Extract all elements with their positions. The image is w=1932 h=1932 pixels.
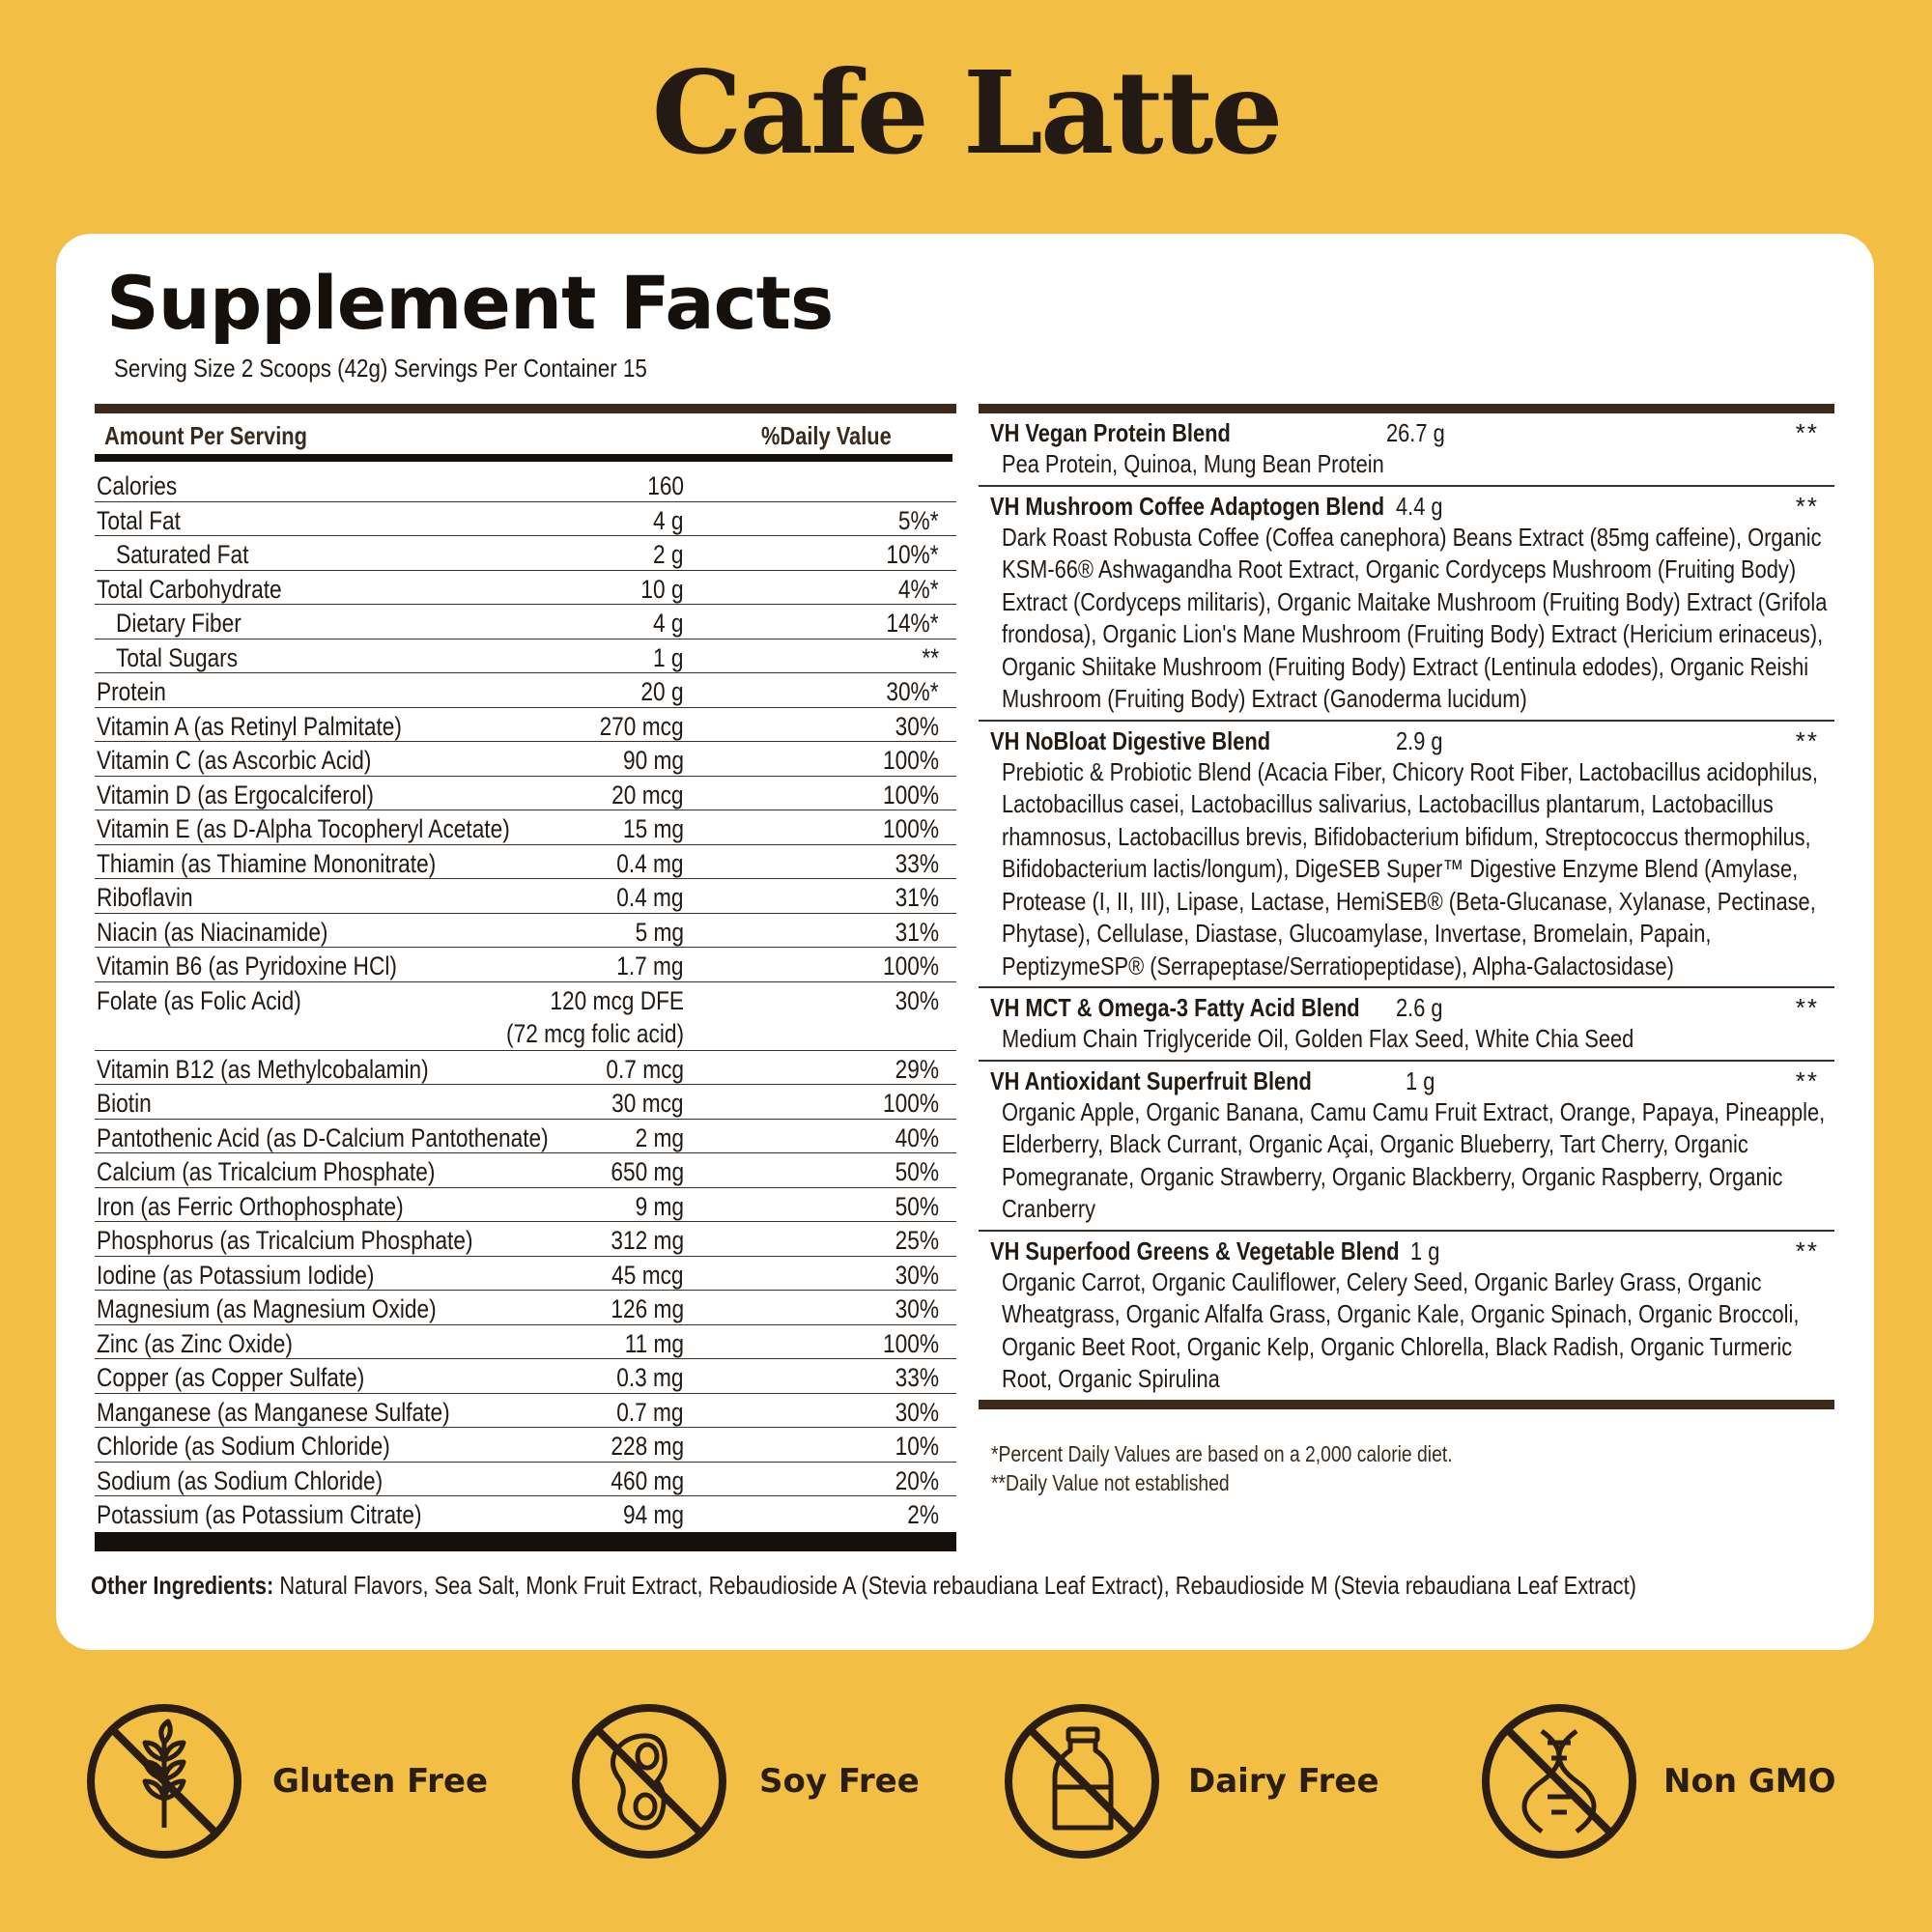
nutrient-row (95, 673, 956, 708)
nutrient-label: Calories (97, 471, 178, 500)
nutrient-daily-value: 40% (895, 1122, 939, 1152)
nutrient-label: Saturated Fat (116, 540, 249, 569)
blend-name: VH Antioxidant Superfruit Blend (990, 1065, 1312, 1095)
nutrient-row (95, 708, 956, 743)
blend-amount: 1 g (1406, 1065, 1435, 1095)
supplement-facts-panel (56, 234, 1874, 1650)
nutrient-amount: 20 mcg (611, 780, 684, 810)
nutrient-amount: 228 mg (611, 1432, 684, 1461)
nutrient-amount: 1.7 mg (616, 952, 684, 980)
blend-amount: 1 g (1410, 1236, 1440, 1265)
nutrient-row (95, 982, 956, 1051)
nutrient-amount: 1 g (653, 642, 684, 672)
badge-label: Gluten Free (272, 1762, 489, 1801)
nutrient-daily-value: 100% (882, 1089, 939, 1118)
serving-info: Serving Size 2 Scoops (42g) Servings Per Container 15 (114, 354, 647, 383)
nutrient-daily-value: 31% (895, 883, 939, 912)
nutrient-amount: 90 mg (622, 746, 684, 775)
nutrient-label: Calcium (as Tricalcium Phosphate) (97, 1157, 436, 1186)
nutrient-amount: 0.7 mg (616, 1397, 684, 1427)
nutrient-amount: 270 mcg (600, 711, 684, 741)
nutrient-amount: 10 g (640, 574, 684, 604)
blend-daily-value: ** (1795, 1065, 1819, 1095)
blend-ingredients: Dark Roast Robusta Coffee (Coffea canephora) Beans Extract (85mg caffeine), Organic KSM-66® Ashwagandha Root Extract, Organic Cordyceps Mushroom (Fruiting Body) Extract (Cordyceps militaris), Organic Maitake Mushroom (Fruiting Body) Extract (Grifola frondosa), Organic Lion's Mane Mushroom (Fruiting Body) Extract (Hericium erinaceus), Organic Shiitake Mushroom (Fruiting Body) Extract (Lentinula edodes), Organic Reishi Mushroom (Fruiting Body) Extract (Ganoderma lucidum) (1002, 522, 1828, 713)
nutrient-amount: 0.4 mg (616, 883, 684, 912)
nutrient-row (95, 742, 956, 777)
nutrient-daily-value: 30% (895, 985, 939, 1015)
nutrient-daily-value: ** (922, 642, 939, 672)
blend-ingredients: Pea Protein, Quinoa, Mung Bean Protein (1002, 449, 1384, 478)
amount-per-serving-header: Amount Per Serving (104, 421, 307, 450)
nutrient-amount: 11 mg (624, 1328, 684, 1358)
blend-daily-value: ** (1795, 1236, 1819, 1265)
blend-amount: 2.6 g (1396, 993, 1443, 1022)
badge-label: Non GMO (1663, 1762, 1836, 1801)
product-title: Cafe Latte (651, 45, 1281, 180)
blend-ingredients: Organic Carrot, Organic Cauliflower, Celery Seed, Organic Barley Grass, Organic Wheatgrass, Organic Alfalfa Grass, Organic Kale, Organic Spinach, Organic Broccoli, Organic Beet Root, Organic Kelp, Organic Chlorella, Black Radish, Organic Turmeric Root, Organic Spirulina (1002, 1266, 1800, 1393)
blend-row (979, 1232, 1834, 1400)
nutrient-amount: 312 mg (611, 1226, 684, 1255)
nutrient-amount: 2 mg (635, 1122, 684, 1152)
nutrient-amount: 30 mcg (611, 1089, 684, 1118)
blend-ingredients: Medium Chain Triglyceride Oil, Golden Flax Seed, White Chia Seed (1002, 1024, 1634, 1053)
nutrient-amount: 15 mg (622, 814, 684, 843)
nutrient-label: Copper (as Copper Sulfate) (97, 1363, 365, 1392)
other-ingredients-text: Natural Flavors, Sea Salt, Monk Fruit Extract, Rebaudioside A (Stevia rebaudiana Leaf Extract), Rebaudioside M (Stevia rebaudiana Leaf Extract) (279, 1571, 1636, 1600)
table-header-bar (95, 454, 952, 462)
nutrient-amount: 94 mg (622, 1500, 684, 1529)
nutrient-amount: 126 mg (611, 1294, 684, 1323)
nutrient-daily-value: 100% (882, 952, 939, 980)
blend-name: VH Superfood Greens & Vegetable Blend (990, 1236, 1400, 1265)
nutrient-daily-value: 29% (895, 1054, 939, 1084)
nutrient-row (95, 1428, 956, 1463)
nutrient-daily-value: 4%* (898, 574, 939, 604)
nutrient-label: Niacin (as Niacinamide) (97, 917, 328, 947)
footnote-daily-values: *Percent Daily Values are based on a 2,000 calorie diet. (991, 1441, 1453, 1466)
blend-row (979, 487, 1834, 722)
other-ingredients (91, 1569, 1931, 1602)
nutrient-daily-value: 30% (895, 711, 939, 741)
nutrient-amount: 4 g (653, 609, 684, 638)
blend-name: VH MCT & Omega-3 Fatty Acid Blend (990, 993, 1360, 1022)
nutrient-amount: 0.7 mcg (606, 1054, 684, 1084)
nutrient-daily-value: 5%* (898, 505, 939, 535)
nutrient-daily-value: 10% (895, 1432, 939, 1461)
nutrient-label: Protein (97, 677, 166, 706)
nutrient-label: Total Carbohydrate (97, 574, 282, 604)
nutrient-daily-value: 30% (895, 1260, 939, 1290)
nutrient-rows (95, 468, 956, 1530)
blend-amount: 4.4 g (1396, 491, 1443, 521)
blend-daily-value: ** (1795, 491, 1819, 521)
nutrient-daily-value: 10%* (886, 540, 939, 569)
nutrient-amount: 4 g (653, 505, 684, 535)
nutrient-amount: 120 mcg DFE (550, 985, 684, 1015)
nutrient-label: Vitamin A (as Retinyl Palmitate) (97, 711, 402, 741)
nutrient-label: Biotin (97, 1089, 152, 1118)
nutrient-label: Vitamin B12 (as Methylcobalamin) (97, 1054, 429, 1084)
blend-top-bar (979, 404, 1834, 413)
nutrient-row (95, 914, 956, 949)
nutrient-table (95, 404, 956, 1551)
nutrient-label: Chloride (as Sodium Chloride) (97, 1432, 390, 1461)
blend-name: VH Vegan Protein Blend (990, 418, 1231, 447)
nutrient-row (95, 1188, 956, 1223)
nutrient-label: Sodium (as Sodium Chloride) (97, 1465, 384, 1495)
nutrient-daily-value: 33% (895, 848, 939, 878)
nutrient-row (95, 1085, 956, 1120)
nutrient-label: Riboflavin (97, 883, 193, 912)
nutrient-label: Total Sugars (116, 642, 239, 672)
nutrient-row (95, 1359, 956, 1394)
nutrient-amount: 0.4 mg (616, 848, 684, 878)
nutrient-amount-detail: (72 mcg folic acid) (505, 1018, 684, 1048)
milk-bottle-icon (1001, 1700, 1163, 1862)
blend-amount: 2.9 g (1396, 725, 1443, 755)
nutrient-row (95, 777, 956, 811)
nutrient-amount: 2 g (653, 540, 684, 569)
blend-row (979, 722, 1834, 989)
blend-name: VH NoBloat Digestive Blend (990, 725, 1271, 755)
table-header (95, 413, 956, 454)
nutrient-daily-value: 30% (895, 1294, 939, 1323)
blend-table (979, 404, 1834, 1409)
nutrient-label: Iron (as Ferric Orthophosphate) (97, 1191, 404, 1221)
nutrient-label: Folate (as Folic Acid) (97, 985, 301, 1015)
blend-row (979, 1062, 1834, 1232)
nutrient-daily-value: 20% (895, 1465, 939, 1495)
nutrient-daily-value: 100% (882, 780, 939, 810)
nutrient-label: Vitamin D (as Ergocalciferol) (97, 780, 374, 810)
nutrient-row (95, 948, 956, 982)
soybean-icon (568, 1700, 730, 1862)
nutrient-row (95, 845, 956, 880)
blend-amount: 26.7 g (1386, 418, 1445, 447)
nutrient-amount: 650 mg (611, 1157, 684, 1186)
nutrient-amount: 20 g (640, 677, 684, 706)
nutrient-row (95, 1257, 956, 1292)
nutrient-row (95, 639, 956, 674)
panel-title: Supplement Facts (106, 260, 834, 346)
blend-row (979, 413, 1834, 487)
nutrient-daily-value: 30% (895, 1397, 939, 1427)
nutrient-label: Magnesium (as Magnesium Oxide) (97, 1294, 437, 1323)
nutrient-amount: 160 (647, 471, 684, 500)
nutrient-amount: 460 mg (611, 1465, 684, 1495)
nutrient-row (95, 879, 956, 914)
nutrient-label: Vitamin B6 (as Pyridoxine HCl) (97, 952, 397, 980)
nutrient-label: Manganese (as Manganese Sulfate) (97, 1397, 450, 1427)
nutrient-label: Thiamin (as Thiamine Mononitrate) (97, 848, 437, 878)
nutrient-daily-value: 30%* (886, 677, 939, 706)
nutrient-label: Pantothenic Acid (as D-Calcium Pantothenate) (97, 1122, 549, 1152)
nutrient-daily-value: 100% (882, 746, 939, 775)
nutrient-amount: 45 mcg (611, 1260, 684, 1290)
nutrient-row (95, 1394, 956, 1429)
nutrient-label: Zinc (as Zinc Oxide) (97, 1328, 293, 1358)
nutrient-label: Phosphorus (as Tricalcium Phosphate) (97, 1226, 473, 1255)
nutrient-amount: 9 mg (635, 1191, 684, 1221)
nutrient-row (95, 1496, 956, 1530)
daily-value-header: %Daily Value (761, 421, 892, 450)
nutrient-label: Dietary Fiber (116, 609, 242, 638)
nutrient-row (95, 1051, 956, 1086)
nutrient-daily-value: 100% (882, 814, 939, 843)
blend-daily-value: ** (1795, 418, 1819, 447)
nutrient-daily-value: 33% (895, 1363, 939, 1392)
nutrient-label: Vitamin C (as Ascorbic Acid) (97, 746, 372, 775)
other-ingredients-label: Other Ingredients: (91, 1571, 274, 1600)
wheat-icon (83, 1700, 245, 1862)
nutrient-row (95, 502, 956, 537)
badge-label: Dairy Free (1188, 1762, 1379, 1801)
nutrient-daily-value: 25% (895, 1226, 939, 1255)
blend-ingredients: Prebiotic & Probiotic Blend (Acacia Fiber, Chicory Root Fiber, Lactobacillus acidophilus, Lactobacillus casei, Lactobacillus salivarius, Lactobacillus plantarum, Lactobacillus rhamnosus, Lactobacillus brevis, Bifidobacterium bifidum, Streptococcus thermophilus, Bifidobacterium lactis/longum), DigeSEB Super™ Digestive Enzyme Blend (Amylase, Protease (I, II, III), Lipase, Lactase, HemiSEB® (Beta-Glucanase, Xylanase, Pectinase, Phytase), Cellulase, Diastase, Glucoamylase, Invertase, Bromelain, Papain, PeptizymeSP® (Serrapeptase/Serratiopeptidase), Alpha-Galactosidase) (1002, 756, 1818, 980)
nutrient-row (95, 536, 956, 571)
nutrient-daily-value: 2% (907, 1500, 939, 1529)
blend-row (979, 988, 1834, 1062)
nutrient-amount: 0.3 mg (616, 1363, 684, 1392)
nutrient-row (95, 1291, 956, 1325)
blend-ingredients: Organic Apple, Organic Banana, Camu Camu Fruit Extract, Orange, Papaya, Pineapple, Elderberry, Black Currant, Organic Açai, Organic Blueberry, Tart Cherry, Organic Pomegranate, Organic Strawberry, Organic Blackberry, Organic Raspberry, Organic Cranberry (1002, 1096, 1826, 1223)
table-bottom-bar (95, 1532, 956, 1551)
blend-daily-value: ** (1795, 725, 1819, 755)
nutrient-row (95, 810, 956, 845)
nutrient-daily-value: 50% (895, 1191, 939, 1221)
nutrient-label: Iodine (as Potassium Iodide) (97, 1260, 375, 1290)
nutrient-label: Vitamin E (as D-Alpha Tocopheryl Acetate) (97, 814, 510, 843)
nutrient-row (95, 468, 956, 502)
nutrient-label: Total Fat (97, 505, 181, 535)
footnote-not-established: **Daily Value not established (991, 1470, 1230, 1495)
nutrient-row (95, 1120, 956, 1154)
nutrient-label: Potassium (as Potassium Citrate) (97, 1500, 422, 1529)
blend-name: VH Mushroom Coffee Adaptogen Blend (990, 491, 1385, 521)
nutrient-daily-value: 50% (895, 1157, 939, 1186)
blend-daily-value: ** (1795, 993, 1819, 1022)
nutrient-row (95, 1325, 956, 1360)
nutrient-row (95, 571, 956, 606)
blend-bottom-bar (979, 1400, 1834, 1409)
blend-rows (979, 413, 1834, 1400)
badge-label: Soy Free (759, 1762, 920, 1801)
dna-icon (1478, 1700, 1640, 1862)
nutrient-daily-value: 14%* (886, 609, 939, 638)
nutrient-amount: 5 mg (635, 917, 684, 947)
nutrient-row (95, 1153, 956, 1188)
table-top-bar (95, 404, 956, 413)
nutrient-row (95, 605, 956, 639)
nutrient-row (95, 1463, 956, 1497)
nutrient-daily-value: 31% (895, 917, 939, 947)
nutrient-daily-value: 100% (882, 1328, 939, 1358)
nutrient-row (95, 1222, 956, 1257)
